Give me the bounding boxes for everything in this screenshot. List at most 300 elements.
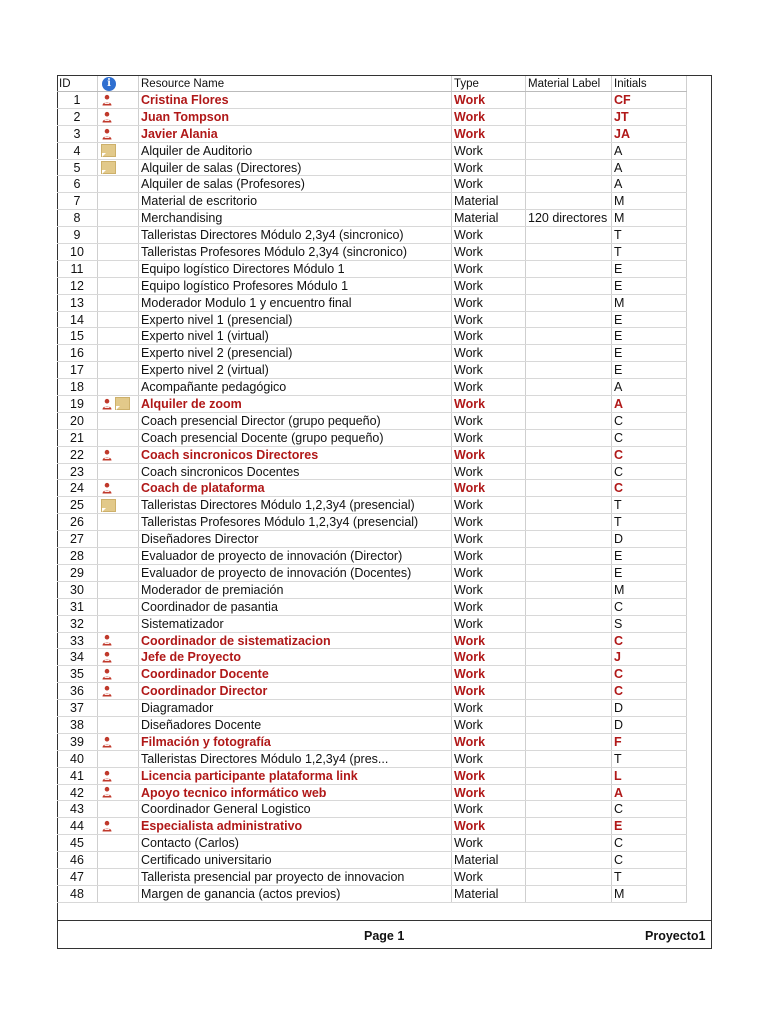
table-row[interactable]: [57, 633, 687, 650]
resource-name-cell[interactable]: Coordinador Director: [139, 683, 452, 699]
material-label-cell[interactable]: [526, 818, 612, 834]
material-label-cell[interactable]: [526, 295, 612, 311]
row-indicators: [98, 210, 139, 226]
type-cell[interactable]: Material: [452, 193, 526, 209]
table-row[interactable]: [57, 396, 687, 413]
row-indicators: [98, 480, 139, 496]
row-indicators: [98, 751, 139, 767]
table-row[interactable]: [57, 548, 687, 565]
type-cell[interactable]: Work: [452, 835, 526, 851]
material-label-cell[interactable]: [526, 464, 612, 480]
column-header-id[interactable]: ID: [57, 76, 98, 91]
row-indicators: [98, 92, 139, 108]
initials-cell[interactable]: E: [612, 548, 687, 564]
resource-name-cell[interactable]: Experto nivel 1 (virtual): [139, 328, 452, 344]
resource-name-cell[interactable]: Alquiler de zoom: [139, 396, 452, 412]
column-header-material-label[interactable]: Material Label: [526, 76, 612, 91]
resource-name-cell[interactable]: Certificado universitario: [139, 852, 452, 868]
table-row[interactable]: [57, 160, 687, 177]
material-label-cell[interactable]: [526, 666, 612, 682]
resource-name-cell[interactable]: Experto nivel 2 (presencial): [139, 345, 452, 361]
initials-cell[interactable]: T: [612, 869, 687, 885]
type-cell[interactable]: Work: [452, 312, 526, 328]
material-label-cell[interactable]: [526, 514, 612, 530]
material-label-cell[interactable]: [526, 835, 612, 851]
type-cell[interactable]: Work: [452, 143, 526, 159]
row-id: 46: [57, 852, 98, 868]
material-label-cell[interactable]: [526, 160, 612, 176]
resource-name-cell[interactable]: Talleristas Directores Módulo 2,3y4 (sincronico): [139, 227, 452, 243]
initials-cell[interactable]: M: [612, 886, 687, 902]
row-indicators: [98, 396, 139, 412]
overallocated-person-icon: [101, 128, 113, 140]
resource-name-cell[interactable]: Moderador Modulo 1 y encuentro final: [139, 295, 452, 311]
resource-name-cell[interactable]: Talleristas Directores Módulo 1,2,3y4 (pres...: [139, 751, 452, 767]
initials-cell[interactable]: C: [612, 464, 687, 480]
material-label-cell[interactable]: [526, 312, 612, 328]
row-id: 41: [57, 768, 98, 784]
material-label-cell[interactable]: [526, 531, 612, 547]
row-id: 40: [57, 751, 98, 767]
material-label-cell[interactable]: [526, 396, 612, 412]
table-row[interactable]: [57, 751, 687, 768]
row-id: 11: [57, 261, 98, 277]
row-id: 15: [57, 328, 98, 344]
resource-name-cell[interactable]: Licencia participante plataforma link: [139, 768, 452, 784]
table-row[interactable]: [57, 599, 687, 616]
initials-cell[interactable]: C: [612, 683, 687, 699]
table-row[interactable]: [57, 278, 687, 295]
resource-name-cell[interactable]: Apoyo tecnico informático web: [139, 785, 452, 801]
resource-name-cell[interactable]: Coach presencial Director (grupo pequeño): [139, 413, 452, 429]
resource-name-cell[interactable]: Cristina Flores: [139, 92, 452, 108]
type-cell[interactable]: Work: [452, 514, 526, 530]
table-row[interactable]: [57, 734, 687, 751]
material-label-cell[interactable]: [526, 785, 612, 801]
material-label-cell[interactable]: [526, 616, 612, 632]
initials-cell[interactable]: C: [612, 480, 687, 496]
table-row[interactable]: [57, 413, 687, 430]
initials-cell[interactable]: C: [612, 852, 687, 868]
row-indicators: [98, 785, 139, 801]
resource-name-cell[interactable]: Diseñadores Director: [139, 531, 452, 547]
type-cell[interactable]: Work: [452, 413, 526, 429]
row-indicators: [98, 278, 139, 294]
material-label-cell[interactable]: [526, 734, 612, 750]
row-id: 19: [57, 396, 98, 412]
table-row[interactable]: [57, 869, 687, 886]
row-id: 16: [57, 345, 98, 361]
resource-name-cell[interactable]: Coordinador de sistematizacion: [139, 633, 452, 649]
row-indicators: [98, 565, 139, 581]
resource-name-cell[interactable]: Javier Alania: [139, 126, 452, 142]
initials-cell[interactable]: T: [612, 514, 687, 530]
resource-name-cell[interactable]: Diagramador: [139, 700, 452, 716]
type-cell[interactable]: Work: [452, 396, 526, 412]
type-cell[interactable]: Work: [452, 176, 526, 192]
resource-name-cell[interactable]: Alquiler de salas (Profesores): [139, 176, 452, 192]
initials-cell[interactable]: C: [612, 430, 687, 446]
initials-cell[interactable]: JT: [612, 109, 687, 125]
type-cell[interactable]: Work: [452, 649, 526, 665]
row-id: 33: [57, 633, 98, 649]
row-id: 4: [57, 143, 98, 159]
initials-cell[interactable]: E: [612, 312, 687, 328]
material-label-cell[interactable]: [526, 751, 612, 767]
table-row[interactable]: [57, 176, 687, 193]
resource-name-cell[interactable]: Alquiler de Auditorio: [139, 143, 452, 159]
initials-cell[interactable]: D: [612, 700, 687, 716]
project-name: Proyecto1: [645, 929, 706, 943]
row-id: 25: [57, 497, 98, 513]
material-label-cell[interactable]: [526, 700, 612, 716]
initials-cell[interactable]: A: [612, 160, 687, 176]
type-cell[interactable]: Work: [452, 616, 526, 632]
resource-name-cell[interactable]: Experto nivel 2 (virtual): [139, 362, 452, 378]
resource-name-cell[interactable]: Coordinador General Logistico: [139, 801, 452, 817]
resource-name-cell[interactable]: Coach sincronicos Directores: [139, 447, 452, 463]
type-cell[interactable]: Work: [452, 227, 526, 243]
overallocated-person-icon: [101, 685, 113, 697]
row-id: 9: [57, 227, 98, 243]
initials-cell[interactable]: C: [612, 801, 687, 817]
row-indicators: [98, 160, 139, 176]
material-label-cell[interactable]: [526, 801, 612, 817]
table-row[interactable]: [57, 480, 687, 497]
note-icon: [101, 161, 116, 174]
type-cell[interactable]: Work: [452, 126, 526, 142]
initials-cell[interactable]: JA: [612, 126, 687, 142]
table-row[interactable]: [57, 92, 687, 109]
initials-cell[interactable]: D: [612, 531, 687, 547]
type-cell[interactable]: Work: [452, 717, 526, 733]
column-header-initials[interactable]: Initials: [612, 76, 687, 91]
resource-name-cell[interactable]: Alquiler de salas (Directores): [139, 160, 452, 176]
initials-cell[interactable]: C: [612, 835, 687, 851]
row-id: 27: [57, 531, 98, 547]
table-row[interactable]: [57, 447, 687, 464]
type-cell[interactable]: Work: [452, 734, 526, 750]
type-cell[interactable]: Work: [452, 548, 526, 564]
overallocated-person-icon: [101, 786, 113, 798]
type-cell[interactable]: Work: [452, 261, 526, 277]
type-cell[interactable]: Work: [452, 328, 526, 344]
type-cell[interactable]: Work: [452, 869, 526, 885]
row-indicators: [98, 328, 139, 344]
type-cell[interactable]: Material: [452, 886, 526, 902]
material-label-cell[interactable]: [526, 244, 612, 260]
material-label-cell[interactable]: [526, 717, 612, 733]
initials-cell[interactable]: C: [612, 666, 687, 682]
row-id: 5: [57, 160, 98, 176]
table-row[interactable]: [57, 801, 687, 818]
material-label-cell[interactable]: [526, 852, 612, 868]
resource-name-cell[interactable]: Sistematizador: [139, 616, 452, 632]
table-row[interactable]: [57, 886, 687, 903]
row-id: 22: [57, 447, 98, 463]
table-row[interactable]: [57, 700, 687, 717]
initials-cell[interactable]: A: [612, 396, 687, 412]
row-indicators: [98, 818, 139, 834]
table-row[interactable]: [57, 109, 687, 126]
row-id: 17: [57, 362, 98, 378]
type-cell[interactable]: Work: [452, 683, 526, 699]
table-row[interactable]: [57, 362, 687, 379]
type-cell[interactable]: Work: [452, 480, 526, 496]
type-cell[interactable]: Work: [452, 818, 526, 834]
table-row[interactable]: [57, 379, 687, 396]
table-row[interactable]: [57, 649, 687, 666]
initials-cell[interactable]: C: [612, 633, 687, 649]
resource-name-cell[interactable]: Diseñadores Docente: [139, 717, 452, 733]
type-cell[interactable]: Work: [452, 801, 526, 817]
material-label-cell[interactable]: [526, 143, 612, 159]
initials-cell[interactable]: E: [612, 818, 687, 834]
table-row[interactable]: [57, 852, 687, 869]
resource-name-cell[interactable]: Filmación y fotografía: [139, 734, 452, 750]
table-row[interactable]: [57, 514, 687, 531]
row-id: 34: [57, 649, 98, 665]
column-header-indicators[interactable]: [98, 76, 139, 91]
material-label-cell[interactable]: [526, 193, 612, 209]
resource-name-cell[interactable]: Juan Tompson: [139, 109, 452, 125]
resource-name-cell[interactable]: Talleristas Directores Módulo 1,2,3y4 (presencial): [139, 497, 452, 513]
initials-cell[interactable]: E: [612, 278, 687, 294]
column-header-resource-name[interactable]: Resource Name: [139, 76, 452, 91]
overallocated-person-icon: [101, 398, 113, 410]
type-cell[interactable]: Work: [452, 666, 526, 682]
row-indicators: [98, 345, 139, 361]
resource-name-cell[interactable]: Contacto (Carlos): [139, 835, 452, 851]
type-cell[interactable]: Work: [452, 768, 526, 784]
row-indicators: [98, 143, 139, 159]
table-row[interactable]: [57, 430, 687, 447]
material-label-cell[interactable]: [526, 176, 612, 192]
initials-cell[interactable]: T: [612, 227, 687, 243]
initials-cell[interactable]: A: [612, 379, 687, 395]
initials-cell[interactable]: M: [612, 193, 687, 209]
resource-name-cell[interactable]: Coach presencial Docente (grupo pequeño): [139, 430, 452, 446]
initials-cell[interactable]: M: [612, 210, 687, 226]
table-row[interactable]: [57, 193, 687, 210]
table-row[interactable]: [57, 244, 687, 261]
type-cell[interactable]: Work: [452, 92, 526, 108]
initials-cell[interactable]: E: [612, 362, 687, 378]
table-row[interactable]: [57, 126, 687, 143]
initials-cell[interactable]: C: [612, 599, 687, 615]
initials-cell[interactable]: E: [612, 565, 687, 581]
resource-name-cell[interactable]: Equipo logístico Directores Módulo 1: [139, 261, 452, 277]
material-label-cell[interactable]: [526, 261, 612, 277]
material-label-cell[interactable]: [526, 447, 612, 463]
material-label-cell[interactable]: [526, 869, 612, 885]
row-indicators: [98, 312, 139, 328]
initials-cell[interactable]: L: [612, 768, 687, 784]
initials-cell[interactable]: D: [612, 717, 687, 733]
row-indicators: [98, 227, 139, 243]
material-label-cell[interactable]: [526, 565, 612, 581]
type-cell[interactable]: Work: [452, 447, 526, 463]
type-cell[interactable]: Work: [452, 362, 526, 378]
table-row[interactable]: [57, 261, 687, 278]
type-cell[interactable]: Work: [452, 345, 526, 361]
resource-name-cell[interactable]: Talleristas Profesores Módulo 1,2,3y4 (presencial): [139, 514, 452, 530]
material-label-cell[interactable]: [526, 379, 612, 395]
initials-cell[interactable]: CF: [612, 92, 687, 108]
type-cell[interactable]: Work: [452, 497, 526, 513]
material-label-cell[interactable]: [526, 328, 612, 344]
resource-name-cell[interactable]: Evaluador de proyecto de innovación (Docentes): [139, 565, 452, 581]
table-row[interactable]: [57, 785, 687, 802]
type-cell[interactable]: Work: [452, 582, 526, 598]
material-label-cell[interactable]: 120 directores: [526, 210, 612, 226]
table-row[interactable]: [57, 818, 687, 835]
material-label-cell[interactable]: [526, 362, 612, 378]
type-cell[interactable]: Work: [452, 751, 526, 767]
table-row[interactable]: [57, 582, 687, 599]
resource-name-cell[interactable]: Evaluador de proyecto de innovación (Director): [139, 548, 452, 564]
material-label-cell[interactable]: [526, 345, 612, 361]
row-id: 18: [57, 379, 98, 395]
row-indicators: [98, 582, 139, 598]
resource-name-cell[interactable]: Coach sincronicos Docentes: [139, 464, 452, 480]
table-row[interactable]: [57, 227, 687, 244]
initials-cell[interactable]: C: [612, 413, 687, 429]
type-cell[interactable]: Work: [452, 785, 526, 801]
material-label-cell[interactable]: [526, 430, 612, 446]
resource-name-cell[interactable]: Material de escritorio: [139, 193, 452, 209]
table-row[interactable]: [57, 497, 687, 514]
row-indicators: [98, 801, 139, 817]
material-label-cell[interactable]: [526, 497, 612, 513]
resource-name-cell[interactable]: Coordinador Docente: [139, 666, 452, 682]
initials-cell[interactable]: C: [612, 447, 687, 463]
initials-cell[interactable]: E: [612, 328, 687, 344]
initials-cell[interactable]: A: [612, 785, 687, 801]
type-cell[interactable]: Material: [452, 210, 526, 226]
initials-cell[interactable]: T: [612, 497, 687, 513]
overallocated-person-icon: [101, 820, 113, 832]
row-indicators: [98, 514, 139, 530]
material-label-cell[interactable]: [526, 92, 612, 108]
resource-sheet: [57, 76, 687, 903]
table-row[interactable]: [57, 345, 687, 362]
type-cell[interactable]: Work: [452, 430, 526, 446]
material-label-cell[interactable]: [526, 227, 612, 243]
resource-name-cell[interactable]: Acompañante pedagógico: [139, 379, 452, 395]
table-row[interactable]: [57, 210, 687, 227]
row-indicators: [98, 683, 139, 699]
type-cell[interactable]: Work: [452, 531, 526, 547]
type-cell[interactable]: Work: [452, 160, 526, 176]
initials-cell[interactable]: M: [612, 582, 687, 598]
table-row[interactable]: [57, 717, 687, 734]
type-cell[interactable]: Work: [452, 379, 526, 395]
type-cell[interactable]: Work: [452, 244, 526, 260]
type-cell[interactable]: Work: [452, 599, 526, 615]
type-cell[interactable]: Work: [452, 109, 526, 125]
material-label-cell[interactable]: [526, 480, 612, 496]
material-label-cell[interactable]: [526, 768, 612, 784]
table-row[interactable]: [57, 565, 687, 582]
resource-name-cell[interactable]: Merchandising: [139, 210, 452, 226]
column-header-type[interactable]: Type: [452, 76, 526, 91]
material-label-cell[interactable]: [526, 582, 612, 598]
resource-name-cell[interactable]: Margen de ganancia (actos previos): [139, 886, 452, 902]
initials-cell[interactable]: E: [612, 345, 687, 361]
resource-name-cell[interactable]: Talleristas Profesores Módulo 2,3y4 (sincronico): [139, 244, 452, 260]
initials-cell[interactable]: S: [612, 616, 687, 632]
table-row[interactable]: [57, 768, 687, 785]
row-id: 14: [57, 312, 98, 328]
row-indicators: [98, 126, 139, 142]
table-row[interactable]: [57, 835, 687, 852]
table-row[interactable]: [57, 531, 687, 548]
row-indicators: [98, 734, 139, 750]
table-row[interactable]: [57, 328, 687, 345]
resource-name-cell[interactable]: Coordinador de pasantia: [139, 599, 452, 615]
initials-cell[interactable]: A: [612, 143, 687, 159]
material-label-cell[interactable]: [526, 126, 612, 142]
table-row[interactable]: [57, 666, 687, 683]
table-row[interactable]: [57, 464, 687, 481]
type-cell[interactable]: Work: [452, 633, 526, 649]
initials-cell[interactable]: T: [612, 751, 687, 767]
material-label-cell[interactable]: [526, 413, 612, 429]
resource-name-cell[interactable]: Moderador de premiación: [139, 582, 452, 598]
table-row[interactable]: [57, 143, 687, 160]
row-indicators: [98, 261, 139, 277]
material-label-cell[interactable]: [526, 886, 612, 902]
row-indicators: [98, 869, 139, 885]
initials-cell[interactable]: J: [612, 649, 687, 665]
resource-name-cell[interactable]: Experto nivel 1 (presencial): [139, 312, 452, 328]
row-indicators: [98, 616, 139, 632]
material-label-cell[interactable]: [526, 548, 612, 564]
table-row[interactable]: [57, 616, 687, 633]
material-label-cell[interactable]: [526, 633, 612, 649]
type-cell[interactable]: Work: [452, 464, 526, 480]
initials-cell[interactable]: M: [612, 295, 687, 311]
row-indicators: [98, 531, 139, 547]
resource-name-cell[interactable]: Especialista administrativo: [139, 818, 452, 834]
table-row[interactable]: [57, 312, 687, 329]
resource-name-cell[interactable]: Jefe de Proyecto: [139, 649, 452, 665]
type-cell[interactable]: Work: [452, 278, 526, 294]
initials-cell[interactable]: T: [612, 244, 687, 260]
initials-cell[interactable]: E: [612, 261, 687, 277]
type-cell[interactable]: Work: [452, 295, 526, 311]
row-indicators: [98, 109, 139, 125]
material-label-cell[interactable]: [526, 649, 612, 665]
resource-name-cell[interactable]: Tallerista presencial par proyecto de innovacion: [139, 869, 452, 885]
resource-name-cell[interactable]: Coach de plataforma: [139, 480, 452, 496]
material-label-cell[interactable]: [526, 599, 612, 615]
resource-name-cell[interactable]: Equipo logístico Profesores Módulo 1: [139, 278, 452, 294]
type-cell[interactable]: Work: [452, 700, 526, 716]
material-label-cell[interactable]: [526, 278, 612, 294]
type-cell[interactable]: Material: [452, 852, 526, 868]
row-id: 36: [57, 683, 98, 699]
material-label-cell[interactable]: [526, 109, 612, 125]
initials-cell[interactable]: A: [612, 176, 687, 192]
row-indicators: [98, 464, 139, 480]
table-row[interactable]: [57, 295, 687, 312]
initials-cell[interactable]: F: [612, 734, 687, 750]
material-label-cell[interactable]: [526, 683, 612, 699]
type-cell[interactable]: Work: [452, 565, 526, 581]
table-row[interactable]: [57, 683, 687, 700]
